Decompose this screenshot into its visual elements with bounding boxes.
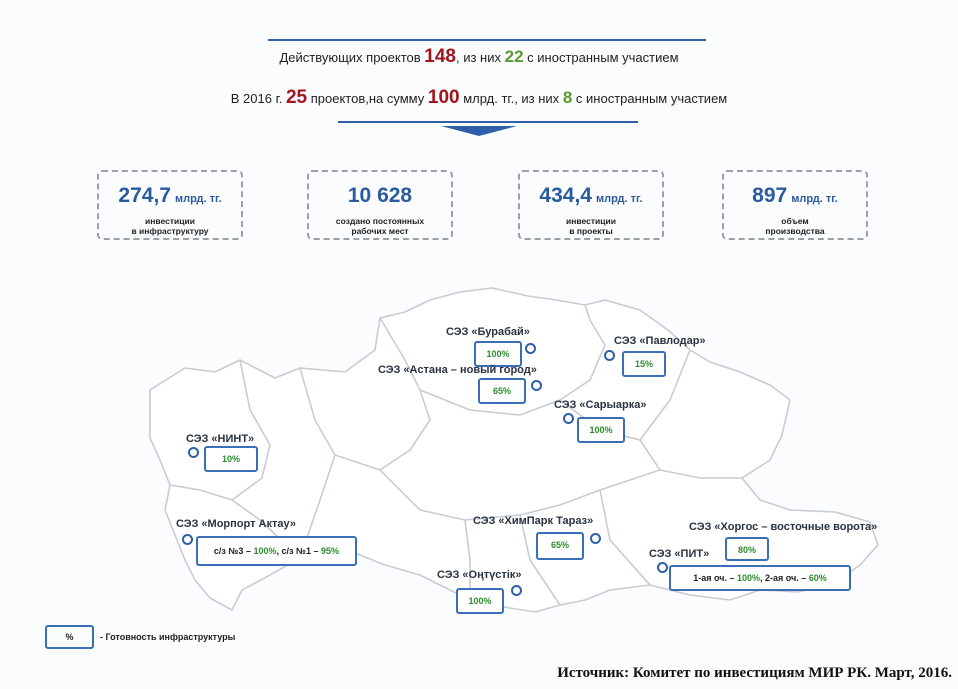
zone-marker-burabay [525, 343, 536, 354]
zone-marker-nint [188, 447, 199, 458]
zone-label-burabay: СЭЗ «Бурабай» [446, 326, 530, 338]
stat-project-investment [518, 170, 664, 240]
stat-label: в проекты [569, 226, 613, 236]
pit-stage-b-label: , 2-ая оч. – [760, 573, 807, 583]
zone-marker-pavlodar [604, 350, 615, 361]
zone-readiness-pavlodar: 15% [622, 351, 666, 377]
zone-readiness-khorgos: 80% [725, 537, 769, 561]
header-line2-pre: В 2016 г. [230, 91, 283, 106]
stat-label: объем [781, 216, 809, 226]
pit-stage-b-value: 60% [808, 573, 827, 583]
stat-value: 434,4 [539, 184, 592, 207]
zone-label-aktau: СЭЗ «Морпорт Актау» [176, 518, 296, 530]
stat-label: инвестиции [145, 216, 195, 226]
header-top-rule [268, 39, 706, 41]
zone-readiness-saryarka: 100% [577, 417, 625, 443]
legend-text: - Готовность инфраструктуры [100, 632, 236, 642]
zone-label-ontustik: СЭЗ «Оңтүстік» [437, 569, 522, 581]
active-projects-count: 148 [424, 46, 456, 67]
zone-label-khorgos: СЭЗ «Хоргос – восточные ворота» [689, 521, 878, 533]
zone-readiness-nint: 10% [204, 446, 258, 472]
zone-marker-aktau [182, 534, 193, 545]
down-arrow-icon [441, 126, 517, 136]
stat-label: производства [765, 226, 825, 236]
stat-infrastructure-investment [97, 170, 243, 240]
zone-label-taraz: СЭЗ «ХимПарк Тараз» [473, 515, 594, 527]
zone-readiness-astana: 65% [478, 378, 526, 404]
zone-label-nint: СЭЗ «НИНТ» [186, 433, 255, 445]
stat-label: рабочих мест [351, 226, 409, 236]
stat-value: 10 628 [347, 184, 413, 207]
projects-2016-count: 25 [285, 87, 308, 108]
zone-marker-ontustik [511, 585, 522, 596]
stat-jobs-created [307, 170, 453, 240]
stat-label: в инфраструктуру [131, 226, 209, 236]
stat-value: 274,7 [118, 184, 171, 207]
zone-readiness-burabay: 100% [474, 341, 522, 367]
zone-label-saryarka: СЭЗ «Сарыарка» [554, 399, 647, 411]
header-line-1 [0, 46, 958, 68]
projects-2016-sum: 100 [427, 87, 460, 108]
zone-label-pavlodar: СЭЗ «Павлодар» [614, 335, 706, 347]
zone-marker-taraz [590, 533, 601, 544]
zone-marker-pit [657, 562, 668, 573]
aktau-stage-b-value: 95% [321, 546, 340, 556]
header-line2-mid2: млрд. тг., из них [463, 91, 560, 106]
zone-marker-saryarka [563, 413, 574, 424]
header-line-2 [0, 87, 958, 109]
stat-label: создано постоянных [335, 216, 425, 226]
zone-marker-astana [531, 380, 542, 391]
stat-unit: млрд. тг. [174, 193, 222, 205]
zone-readiness-ontustik: 100% [456, 588, 504, 614]
pit-stage-a-value: 100% [736, 573, 760, 583]
legend-symbol-box: % [45, 625, 94, 649]
header-bottom-rule [338, 121, 638, 123]
header-line1-mid: , из них [456, 50, 501, 65]
aktau-stage-a-value: 100% [253, 546, 277, 556]
zone-label-astana: СЭЗ «Астана – новый город» [378, 364, 537, 376]
stat-unit: млрд. тг. [595, 193, 643, 205]
stat-label: инвестиции [566, 216, 616, 226]
foreign-2016-count: 8 [562, 88, 573, 107]
zone-readiness-taraz: 65% [536, 532, 584, 560]
header-line2-mid1: проектов,на сумму [310, 91, 425, 106]
header-line2-post: с иностранным участием [575, 91, 728, 106]
foreign-projects-count: 22 [504, 47, 524, 66]
header-line1-pre: Действующих проектов [279, 50, 421, 65]
aktau-stage-b-label: , с/з №1 – [276, 546, 319, 556]
zone-readiness-pit [669, 565, 851, 591]
stat-value: 897 [752, 184, 788, 207]
source-caption: Источник: Комитет по инвестициям МИР РК. Март, 2016. [557, 665, 952, 681]
zone-label-pit: СЭЗ «ПИТ» [649, 548, 710, 560]
header-line1-post: с иностранным участием [527, 50, 679, 65]
aktau-stage-a-label: с/з №3 – [213, 546, 251, 556]
zone-readiness-aktau [196, 536, 357, 566]
pit-stage-a-label: 1-ая оч. – [693, 573, 735, 583]
stat-production-volume [722, 170, 868, 240]
stat-unit: млрд. тг. [791, 193, 838, 205]
